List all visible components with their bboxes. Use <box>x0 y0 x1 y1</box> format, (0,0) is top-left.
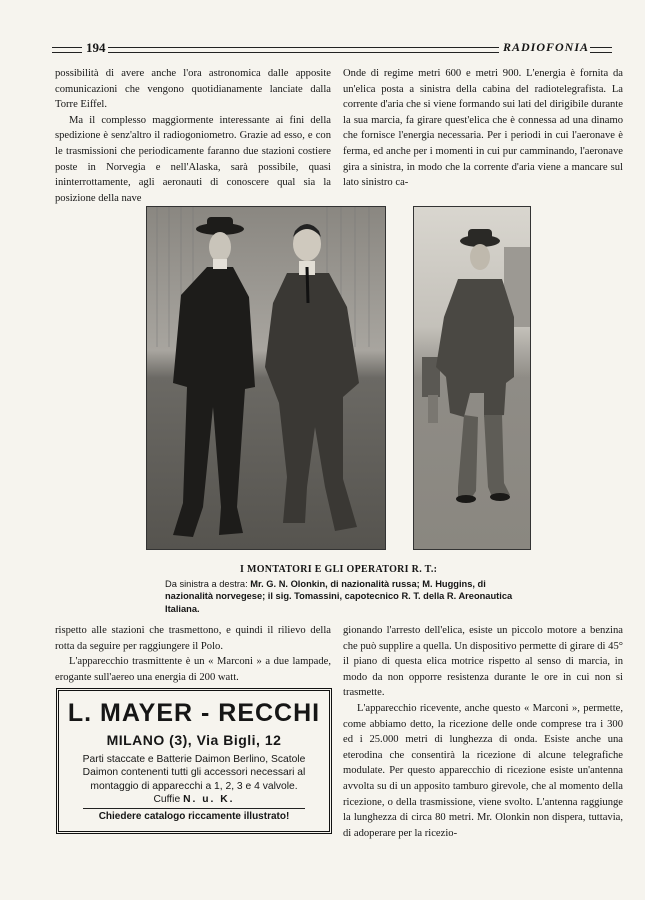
photo-caption <box>165 564 530 615</box>
paragraph: L'apparecchio trasmittente è un « Marconi » a due lampade, erogante sull'aereo una energia di 200 watt. <box>55 656 331 683</box>
ad-divider <box>83 808 305 809</box>
caption-title: I MONTATORI E GLI OPERATORI R. T.: <box>240 564 438 575</box>
column-top-right <box>343 66 623 191</box>
running-title: RADIOFONIA <box>503 40 590 54</box>
header-rule-middle <box>108 47 499 53</box>
photo-one-man <box>413 206 531 550</box>
photo-two-men <box>146 206 386 550</box>
header-rule-right <box>590 47 612 53</box>
paragraph: Onde di regime metri 600 e metri 900. L'energia è fornita da un'elica posta a sinistra della cabina del radiotelegrafista. La corrente d'aria che si viene formando sui lati del dirigibile durante la sua marcia, fa girare quest'elica che è connessa ad una dinamo che fornisce l'energia necessaria. Per i periodi in cui l'aeronave è ferma, ed anche per i momenti in cui pur camminando, l'aeronave gira a sinistra, in modo che la corrente d'aria viene a mancare sul lato sinistro ca- <box>343 68 623 189</box>
page-number: 194 <box>86 40 106 55</box>
header-rule-left <box>52 47 82 53</box>
column-bottom-left <box>55 623 331 685</box>
paragraph: rispetto alle stazioni che trasmettono, e quindi il rilievo della rotta da seguire per raggiungere il Polo. <box>55 625 331 652</box>
ad-address: MILANO (3), Via Bigli, 12 <box>106 732 282 748</box>
ad-company-name: L. MAYER - RECCHI <box>67 699 321 727</box>
paragraph: L'apparecchio ricevente, anche questo « Marconi », permette, come abbiamo detto, la ricezione delle onde comprese tra i 300 ed i 25.000 metri di lunghezza di onda. Esiste anche una eterodina che consentirà la ricezione di alcune telegrafiche modulate. Per questo apparecchio di ricezione esiste un'antenna avvolta su di un apposito tamburo girevole, che al momento della ricezione, o della trasmissione, viene svolto. L'antenna raggiunge la lunghezza di circa 80 metri. Mr. Olonkin non dispera, tuttavia, di adoperare per la ricezio- <box>343 702 623 839</box>
column-top-left <box>55 66 331 206</box>
paragraph: possibilità di avere anche l'ora astronomica dalle apposite comunicazioni che vengono quotidianamente lanciate dalla Torre Eiffel. <box>55 68 331 111</box>
photo-two-men-image <box>147 207 385 549</box>
caption-lead: Da sinistra a destra: <box>165 578 248 589</box>
ad-cuffie-brand: N. u. K. <box>183 793 235 805</box>
ad-cuffie-label: Cuffie <box>153 793 181 805</box>
column-bottom-right <box>343 623 623 841</box>
paragraph: gionando l'arresto dell'elica, esiste un piccolo motore a benzina che può supplire a quella. Un dispositivo permette di girare di 45° il piano di questa elica motrice rispetto al senso di marcia, in modo da non opporre resistenza durante le ore in cui non si trasmette. <box>343 625 623 699</box>
ad-cuffie <box>59 794 329 805</box>
paragraph: Ma il complesso maggiormente interessante ai fini della spedizione è senz'altro il radiogoniometro. Grazie ad esso, e con le trasmissioni che periodicamente faranno due stazioni costiere poste in Norvegia e nell'Alaska, sarà possibile, quasi ininterrottamente, agli aeronauti di conoscere qual sia la posizione della nave <box>55 114 331 204</box>
caption-body: Mr. G. N. Olonkin, di nazionalità russa; M. Huggins, di nazionalità norvegese; il sig. Tomassini, capotecnico R. T. della R. Areonautica Italiana. <box>165 578 513 614</box>
photo-one-man-image <box>414 207 530 549</box>
ad-catalog: Chiedere catalogo riccamente illustrato! <box>98 810 290 822</box>
ad-body: Parti staccate e Batterie Daimon Berlino, Scatole Daimon contenenti tutti gli accessori necessari al montaggio di apparecchi a 1, 2, 3 e 4 valvole. <box>82 754 306 792</box>
advertisement-box <box>56 688 332 834</box>
